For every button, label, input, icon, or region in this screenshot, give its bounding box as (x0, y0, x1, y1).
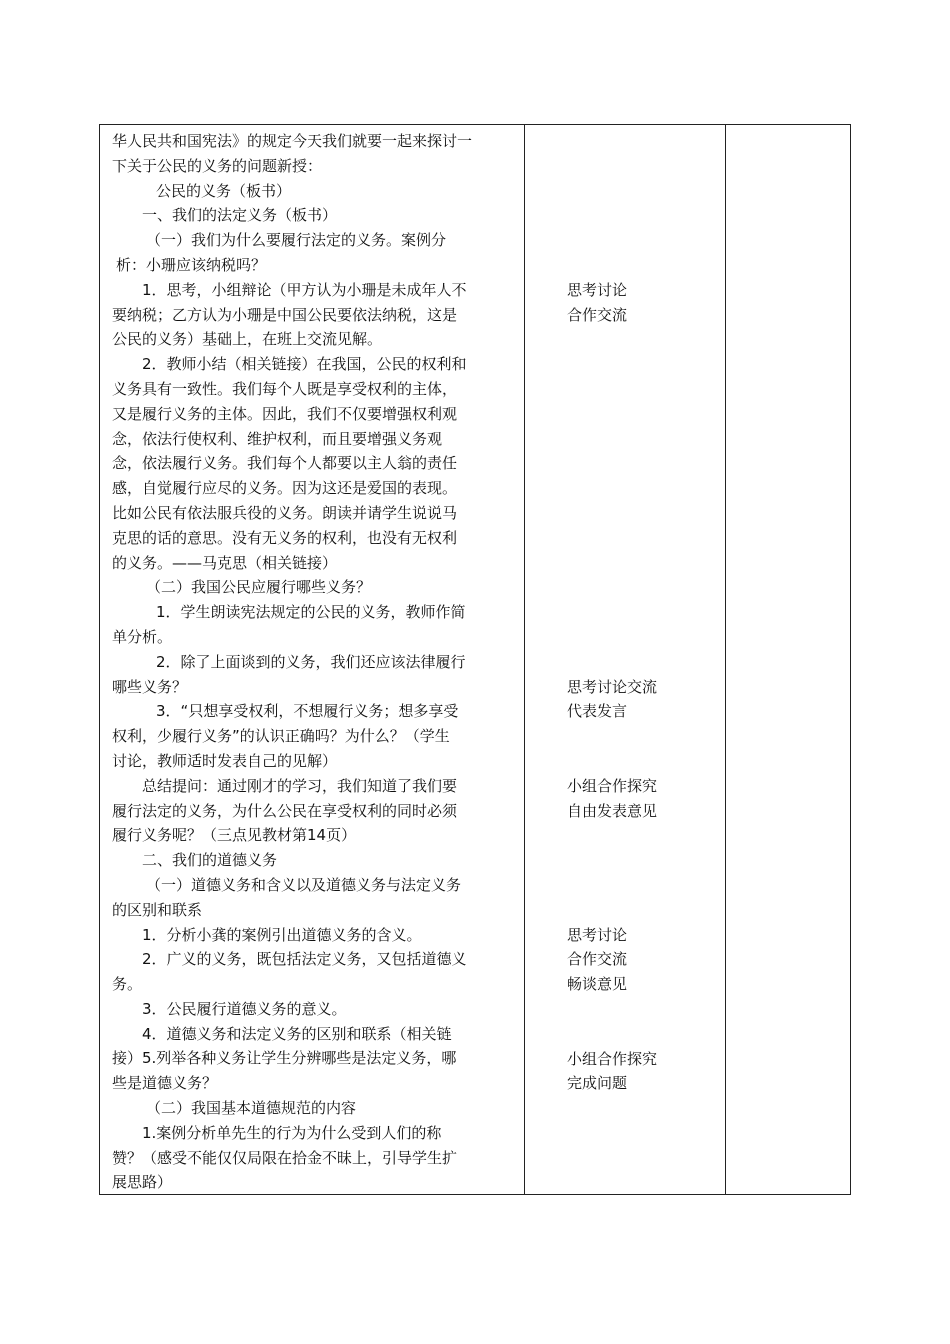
lesson-line: 一、我们的法定义务（板书） (142, 206, 338, 225)
lesson-line: （二）我国基本道德规范的内容 (146, 1099, 357, 1118)
lesson-line: 展思路） (112, 1173, 173, 1192)
lesson-line: 2．除了上面谈到的义务，我们还应该法律履行 (156, 652, 466, 671)
lesson-line: 单分析。 (112, 627, 173, 646)
lesson-line: 感，自觉履行应尽的义务。因为这还是爱国的表现。 (112, 479, 458, 498)
lesson-line: 义务具有一致性。我们每个人既是享受权利的主体， (112, 379, 458, 398)
student-activity: 畅谈意见 (567, 975, 628, 994)
student-activity: 代表发言 (567, 702, 628, 721)
student-activity: 完成问题 (567, 1074, 628, 1093)
lesson-line: 念，依法履行义务。我们每个人都要以主人翁的责任 (112, 454, 458, 473)
lesson-line: （二）我国公民应履行哪些义务？ (146, 578, 372, 597)
student-activity-column (525, 125, 726, 1194)
lesson-line: 务。 (112, 975, 143, 994)
lesson-line: 比如公民有依法服兵役的义务。朗读并请学生说说马 (112, 503, 458, 522)
lesson-table (99, 124, 851, 1195)
lesson-line: 下关于公民的义务的问题新授： (112, 156, 323, 175)
lesson-line: 析：小珊应该纳税吗？ (116, 255, 267, 274)
lesson-line: 1．分析小龚的案例引出道德义务的含义。 (142, 925, 422, 944)
student-activity: 小组合作探究 (567, 1049, 658, 1068)
lesson-line: 的区别和联系 (112, 900, 203, 919)
lesson-line: 二、我们的道德义务 (142, 851, 278, 870)
lesson-line: （一）道德义务和含义以及道德义务与法定义务 (146, 875, 462, 894)
student-activity: 思考讨论交流 (567, 677, 658, 696)
student-activity: 自由发表意见 (567, 801, 658, 820)
lesson-line: 华人民共和国宪法》的规定今天我们就要一起来探讨一 (112, 132, 473, 150)
lesson-line: 的义务。——马克思（相关链接） (112, 553, 338, 572)
lesson-line: 3．公民履行道德义务的意义。 (142, 999, 347, 1018)
lesson-line: 念，依法行使权利、维护权利，而且要增强义务观 (112, 429, 443, 448)
lesson-line: 1．思考，小组辩论（甲方认为小珊是未成年人不 (142, 280, 467, 299)
lesson-line: 总结提问：通过刚才的学习，我们知道了我们要 (142, 776, 458, 795)
teaching-content-column (100, 125, 525, 1194)
lesson-line: 履行法定的义务，为什么公民在享受权利的同时必须 (112, 801, 458, 820)
lesson-line: 赞？（感受不能仅仅局限在拾金不昧上，引导学生扩 (112, 1148, 458, 1167)
lesson-line: 2．教师小结（相关链接）在我国，公民的权利和 (142, 355, 467, 374)
lesson-line: 要纳税；乙方认为小珊是中国公民要依法纳税，这是 (112, 305, 458, 324)
lesson-line: 讨论，教师适时发表自己的见解） (112, 751, 338, 770)
lesson-line: 4．道德义务和法定义务的区别和联系（相关链 (142, 1024, 452, 1043)
lesson-line: 公民的义务）基础上，在班上交流见解。 (112, 330, 383, 349)
lesson-line: 哪些义务？ (112, 677, 188, 696)
lesson-line: 接）5.列举各种义务让学生分辨哪些是法定义务，哪 (112, 1049, 457, 1068)
lesson-line: 1.案例分析单先生的行为为什么受到人们的称 (142, 1123, 442, 1142)
lesson-line: 履行义务呢？（三点见教材第14页） (112, 826, 357, 845)
lesson-line: 些是道德义务？ (112, 1074, 218, 1093)
student-activity: 思考讨论 (567, 280, 628, 299)
lesson-line: 3．“只想享受权利，不想履行义务；想多享受 (156, 702, 459, 721)
student-activity: 小组合作探究 (567, 776, 658, 795)
lesson-line: 克思的话的意思。没有无义务的权利，也没有无权利 (112, 528, 458, 547)
notes-column (726, 125, 850, 1194)
student-activity: 合作交流 (567, 305, 628, 324)
lesson-line: 又是履行义务的主体。因此，我们不仅要增强权利观 (112, 404, 458, 423)
lesson-line: 1．学生朗读宪法规定的公民的义务，教师作简 (156, 603, 466, 622)
student-activity: 合作交流 (567, 950, 628, 969)
student-activity: 思考讨论 (567, 925, 628, 944)
lesson-line: 权利，少履行义务”的认识正确吗？为什么？（学生 (112, 727, 450, 746)
lesson-line: 公民的义务（板书） (156, 181, 292, 200)
lesson-line: 2．广义的义务，既包括法定义务，又包括道德义 (142, 950, 467, 969)
lesson-line: （一）我们为什么要履行法定的义务。案例分 (146, 231, 447, 250)
